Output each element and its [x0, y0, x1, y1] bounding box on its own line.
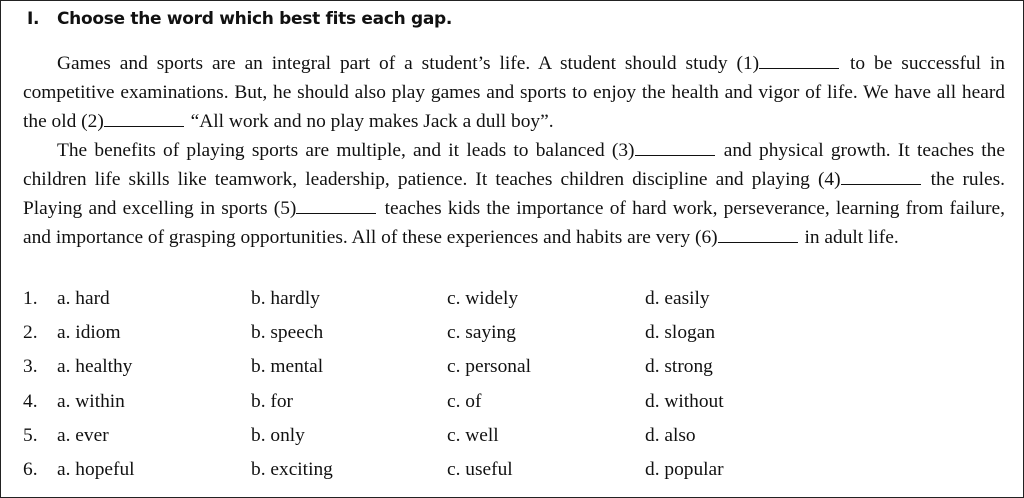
gap-2-blank	[104, 110, 184, 127]
question-row	[23, 356, 1003, 390]
question-number: 1.	[23, 288, 38, 309]
question-row	[23, 459, 1003, 493]
passage-text: The benefits of playing sports are multiple, and it leads to balanced (3)	[57, 140, 635, 161]
option-d: d. strong	[645, 356, 713, 378]
passage-text: to be successful in competitive examinations. But, he should also play games and sports to enjoy the health and vigor of life. We have all heard the old (2)	[23, 53, 1006, 132]
option-c: c. well	[447, 424, 499, 446]
question-row	[23, 322, 1003, 356]
question-row	[23, 425, 1003, 459]
gap-6-blank	[718, 226, 798, 243]
option-a: a. hopeful	[57, 458, 135, 480]
option-c: c. personal	[447, 356, 531, 378]
gap-3-blank	[635, 139, 715, 156]
option-d: d. easily	[645, 288, 710, 309]
option-a: a. healthy	[57, 356, 133, 378]
passage-text: and physical growth. It teaches the children life skills like teamwork, leadership, patience. It teaches children discipline and playing (4)	[23, 140, 1005, 190]
reading-passage	[23, 49, 1005, 252]
gap-5-blank	[296, 197, 376, 214]
option-c: c. useful	[447, 458, 513, 480]
passage-paragraph-2	[23, 136, 1005, 252]
question-row	[23, 391, 1003, 425]
passage-text: “All work and no play makes Jack a dull boy”.	[190, 111, 554, 132]
answer-options	[23, 288, 1003, 493]
passage-paragraph-1	[23, 49, 1005, 136]
passage-text: Games and sports are an integral part of a student’s life. A student should study (1)	[57, 53, 760, 74]
passage-text: teaches kids the importance of hard work, perseverance, learning from failure, and importance of grasping opportunities. All of these experiences and habits are very (6)	[23, 198, 1005, 248]
option-d: d. popular	[645, 458, 724, 480]
option-b: b. for	[251, 390, 294, 412]
gap-4-blank	[841, 168, 921, 185]
question-number: 3.	[23, 356, 38, 378]
option-d: d. also	[645, 424, 696, 446]
gap-1-blank	[759, 52, 839, 69]
question-number: 2.	[23, 322, 38, 344]
option-b: b. speech	[251, 322, 324, 344]
option-b: b. only	[251, 424, 305, 446]
option-b: b. hardly	[251, 288, 320, 309]
section-heading	[27, 9, 452, 29]
option-d: d. without	[645, 390, 724, 412]
question-number: 6.	[23, 458, 38, 480]
option-c: c. saying	[447, 322, 516, 344]
question-number: 4.	[23, 390, 38, 412]
option-c: c. of	[447, 390, 482, 412]
option-a: a. ever	[57, 424, 109, 446]
passage-text: in adult life.	[804, 227, 899, 248]
option-d: d. slogan	[645, 322, 716, 344]
option-a: a. idiom	[57, 322, 121, 344]
option-b: b. exciting	[251, 458, 333, 480]
section-number: I.	[27, 9, 40, 29]
option-c: c. widely	[447, 288, 519, 309]
option-a: a. hard	[57, 288, 110, 309]
passage-text: the rules. Playing and excelling in sports (5)	[23, 169, 1005, 219]
question-number: 5.	[23, 424, 38, 446]
option-b: b. mental	[251, 356, 324, 378]
section-title: Choose the word which best fits each gap.	[57, 9, 453, 29]
question-row	[23, 288, 1003, 322]
option-a: a. within	[57, 390, 125, 412]
